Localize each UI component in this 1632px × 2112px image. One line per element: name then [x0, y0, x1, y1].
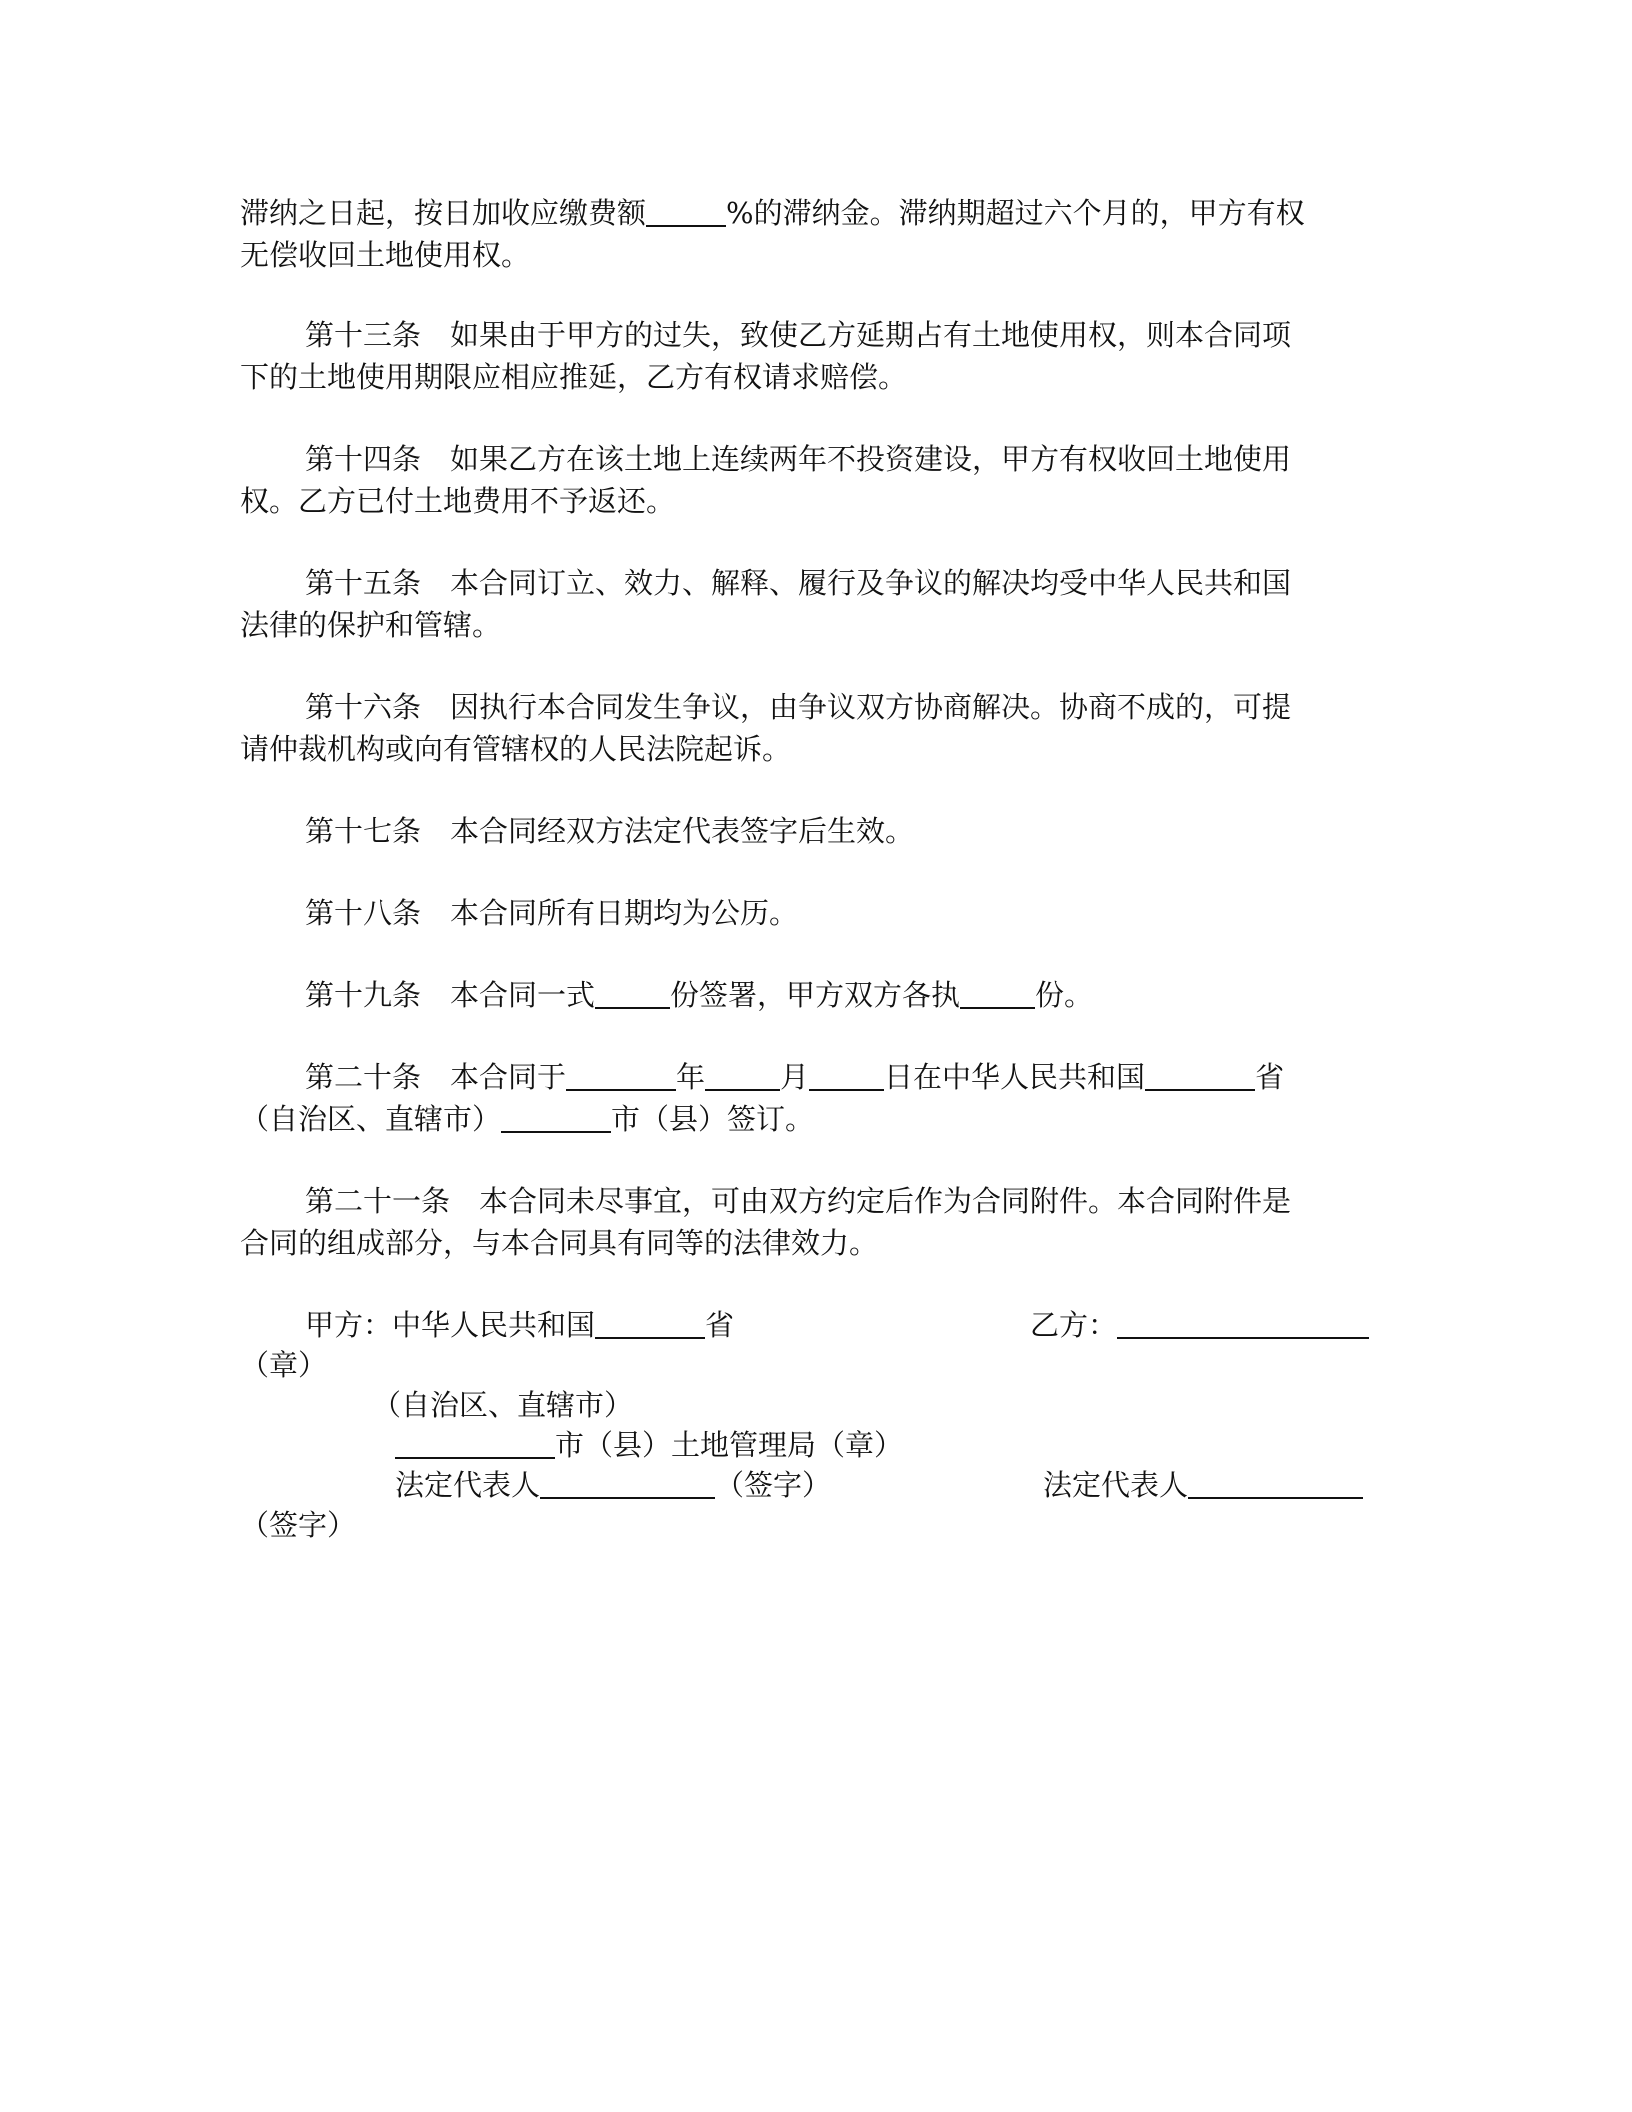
article-15-line-2: 法律的保护和管辖。	[240, 608, 502, 642]
fill-blank	[595, 977, 670, 1009]
article-13-line-1: 第十三条 如果由于甲方的过失，致使乙方延期占有土地使用权，则本合同项	[305, 318, 1292, 352]
text-segment: 市（县）签订。	[611, 1102, 815, 1136]
rep-b-line	[1043, 1464, 1363, 1506]
text-segment: 月	[780, 1060, 810, 1094]
text-segment: 年	[676, 1060, 706, 1094]
text-segment: 省	[705, 1308, 735, 1342]
text-line: 无偿收回土地使用权。	[240, 238, 531, 272]
article-14-line-2: 权。乙方已付土地费用不予返还。	[240, 484, 676, 518]
party-a-line	[305, 1304, 734, 1346]
bureau-label: 市（县）土地管理局（章）	[555, 1428, 904, 1462]
fill-blank	[809, 1059, 884, 1091]
article-15-line-1: 第十五条 本合同订立、效力、解释、履行及争议的解决均受中华人民共和国	[305, 566, 1292, 600]
text-segment: 滞纳之日起，按日加收应缴费额	[240, 196, 647, 230]
rep-b-label: 法定代表人	[1043, 1468, 1189, 1502]
text-segment: （自治区、直辖市）	[240, 1102, 502, 1136]
fill-blank	[1117, 1307, 1369, 1339]
article-16-line-1: 第十六条 因执行本合同发生争议，由争议双方协商解决。协商不成的，可提	[305, 690, 1292, 724]
article-14-line-1: 第十四条 如果乙方在该土地上连续两年不投资建设，甲方有权收回土地使用	[305, 442, 1292, 476]
text-segment: %的滞纳金。滞纳期超过六个月的，甲方有权	[726, 196, 1305, 230]
rep-a-line	[395, 1464, 831, 1506]
text-segment: 份。	[1035, 978, 1094, 1012]
article-17: 第十七条 本合同经双方法定代表签字后生效。	[305, 814, 915, 848]
fill-blank	[501, 1101, 611, 1133]
article-19	[305, 974, 1093, 1016]
text-segment: 份签署，甲方双方各执	[670, 978, 961, 1012]
rep-a-label: 法定代表人	[395, 1468, 541, 1502]
fill-blank	[705, 1059, 780, 1091]
article-21-line-2: 合同的组成部分，与本合同具有同等的法律效力。	[240, 1226, 879, 1260]
fill-blank	[395, 1427, 555, 1459]
fill-blank	[540, 1467, 715, 1499]
sign-a-label: （签字）	[715, 1468, 832, 1502]
article-16-line-2: 请仲裁机构或向有管辖权的人民法院起诉。	[240, 732, 792, 766]
seal-label: （章）	[240, 1348, 328, 1382]
text-line	[240, 192, 1305, 234]
text-segment: 日在中华人民共和国	[884, 1060, 1146, 1094]
sign-b-label: （签字）	[240, 1508, 357, 1542]
fill-blank	[1188, 1467, 1363, 1499]
fill-blank	[595, 1307, 705, 1339]
fill-blank	[566, 1059, 676, 1091]
fill-blank	[1145, 1059, 1255, 1091]
region-label: （自治区、直辖市）	[372, 1388, 634, 1422]
article-20-line-1	[305, 1056, 1284, 1098]
text-segment: 省	[1255, 1060, 1285, 1094]
article-18: 第十八条 本合同所有日期均为公历。	[305, 896, 799, 930]
fill-blank	[960, 977, 1035, 1009]
bureau-line	[395, 1424, 903, 1466]
fill-blank	[646, 195, 726, 227]
text-segment: 第二十条 本合同于	[305, 1060, 567, 1094]
article-13-line-2: 下的土地使用期限应相应推延，乙方有权请求赔偿。	[240, 360, 908, 394]
text-segment: 第十九条 本合同一式	[305, 978, 596, 1012]
party-b-line	[1030, 1304, 1369, 1346]
party-a-label: 甲方：中华人民共和国	[305, 1308, 596, 1342]
article-21-line-1: 第二十一条 本合同未尽事宜，可由双方约定后作为合同附件。本合同附件是	[305, 1184, 1292, 1218]
article-20-line-2	[240, 1098, 814, 1140]
party-b-label: 乙方：	[1030, 1308, 1118, 1342]
